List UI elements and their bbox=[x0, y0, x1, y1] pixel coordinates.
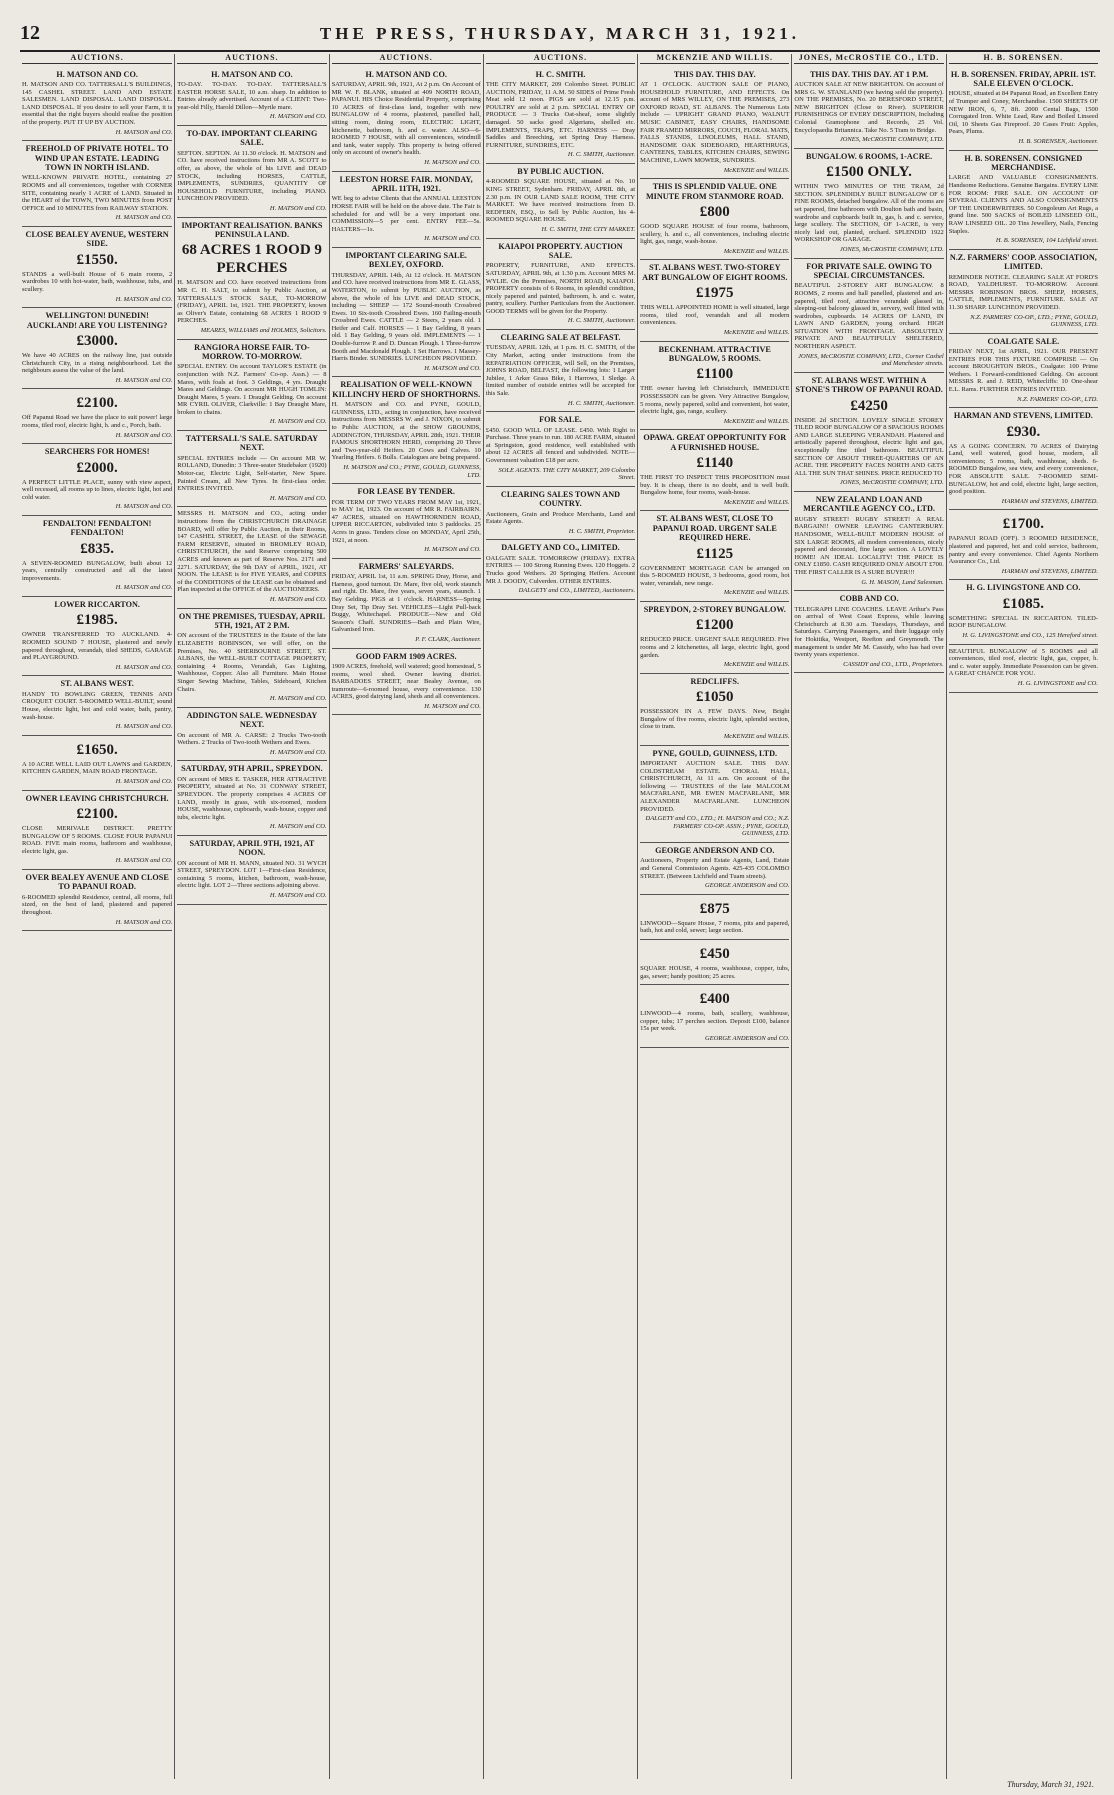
ad-price: £1550. bbox=[76, 251, 118, 268]
ad-signature: H. MATSON and CO. bbox=[115, 214, 173, 222]
ad-signature: H. MATSON and CO. bbox=[424, 235, 481, 243]
ad-heading: GOOD FARM 1909 ACRES. bbox=[355, 651, 457, 661]
ad-body: FRIDAY NEXT, 1st APRIL, 1921. OUR PRESENT ENTRIES FOR THIS FIXTURE COMPRISE — On account BROUGHTON BROS., Coalgate: 100 Prime Wethers. 1 Forward-conditioned Gelding. On account MESSRS R. and J. REID, Whitecliffs: 10 One-shear E.L. Rams. FURTHER ENTRIES INVITED. bbox=[948, 348, 1098, 394]
advertisement bbox=[640, 179, 789, 260]
ad-body: FRIDAY, APRIL 1st, 11 a.m. SPRING Dray, Horse, and Harness, good turnout. Dr. Mare, five old, work staunch and right. Dr. Mare, five years, seven years, staunch. 1 Bay Gelding. PIGS at 1 o'clock. HARNESS—Spring Dray Set, Tip Dray Set. VEHICLES—Light Pull-back Buggy, Whitechapel. PRODUCE—New and Old Season's Chaff. SUNDRIES—Bath and Plain Wire, Galvanised Iron. bbox=[331, 573, 481, 634]
ad-signature: H. MATSON and CO. bbox=[269, 695, 327, 703]
column-1 bbox=[20, 54, 174, 1779]
ad-body: On account of MR A. CARSE: 2 Trucks Two-tooth Wethers. 2 Trucks of Two-tooth Wethers and Ewes. bbox=[177, 731, 327, 747]
column-heading: JONES, McCROSTIE CO., LTD. bbox=[794, 54, 943, 64]
ad-body: REDUCED PRICE. URGENT SALE REQUIRED. Five rooms and 2 kitchenettes, all large, electric light, good garden. bbox=[640, 636, 790, 659]
ad-signature: H. MATSON and CO. bbox=[115, 723, 173, 731]
ad-heading: ST. ALBANS WEST. bbox=[60, 679, 134, 689]
ad-heading: THIS IS SPLENDID VALUE. ONE MINUTE FROM STANMORE ROAD. bbox=[645, 182, 784, 201]
masthead bbox=[20, 20, 1100, 52]
ad-body: SPECIAL ENTRY. On account TAYLOR'S ESTATE (in conjunction with N.Z. Farmers' Co-op. Assn.) — 8 Mares, with foals at foot. 3 Geldings, 4 yrs. Draught Mares and Geldings. On account MR HUGH TOMLIN: Draught Mares, 5 years. 1 Draught Gelding. On account MR CYRIL OLIVER, Clarkville: 1 Bay Draught Mare, broken to chains. bbox=[177, 363, 327, 416]
ad-signature: JONES, McCROSTIE COMPANY, LTD., Corner Cashel and Manchester streets. bbox=[798, 352, 944, 368]
advertisement bbox=[332, 377, 481, 484]
ad-heading: BECKENHAM. ATTRACTIVE BUNGALOW, 5 ROOMS. bbox=[658, 344, 771, 363]
ad-signature: H. MATSON and CO. bbox=[269, 748, 327, 756]
advertisement bbox=[794, 67, 943, 149]
ad-body: RUGBY STREET! RUGBY STREET! A REAL BARGAIN!! OWNER LEAVING CANTERBURY. HANDSOME, WELL-BUILT MODERN HOUSE of SIX LARGE ROOMS, all modern conveniences, nicely papered and decorated, fine large section. A LOVELY HOME! AN IDEAL LOCALITY! THE PRICE IS ONLY £1850. CASH REQUIRED ONLY ABOUT £700. THE FIRST CALLER IS A SURE BUYER!!! bbox=[794, 515, 944, 576]
ad-body: H. MATSON and CO. and PYNE, GOULD, GUINNESS, LTD., acting in conjunction, have received instructions from MESSRS W. and J. NIXON, to submit to Public AUCTION, at the SHOW GROUNDS, ADDINGTON, THURSDAY, APRIL 28th, 1921. THEIR FAMOUS SHORTHORN HERD, comprising 20 Three and Two-year-old Heifers. 20 Cows and Calves. 10 Yearling Heifers. 6 Bulls. Catalogues are being prepared. bbox=[331, 401, 481, 462]
advertisement bbox=[22, 870, 172, 931]
ad-body: MESSRS H. MATSON and CO., acting under instructions from the CHRISTCHURCH DRAINAGE BOARD, will offer by Public Auction, in their Rooms, 147 CASHEL STREET, the LEASE of the SEWAGE FARM RESERVE, situated in BROMLEY ROAD, CHRISTCHURCH, the said Reserve comprising 500 ACRES and known as part of Reserve Nos. 2171 and 2271. SATURDAY, the 9th DAY of APRIL, 1921, AT NOON. The LEASE is for FIVE YEARS, and COPIES of the CONDITIONS of the LEASE can be obtained and Plan inspected at the OFFICE of the AUCTIONEERS. bbox=[177, 510, 327, 594]
advertisement bbox=[486, 412, 635, 487]
ad-signature: H. MATSON and CO. bbox=[115, 295, 173, 303]
ad-body: SATURDAY, APRIL 9th, 1921, At 2 p.m. On Account of MR W. F. BLANK, situated at 409 NORTH ROAD, PAPANUI. HIS Choice Residential Property, comprising 10 ACRES of first-class land, together with new BUNGALOW of 4 rooms, plastered, panelled hall, sitting room, dining room, ELECTRIC LIGHT, kitchenette, bathroom, h. and c. water. ALSO—6-ROOMED 7 HOUSE, with all conveniences, windmill and tank, water supply. This property is being offered only on account of owner's health. bbox=[331, 81, 481, 157]
advertisement bbox=[640, 843, 789, 895]
ad-signature: H. MATSON and CO. bbox=[115, 778, 173, 785]
ad-price: £4250 bbox=[850, 397, 888, 414]
ad-body: ON account of MR H. MANN, situated NO. 31 WYCH STREET, SPREYDON. LOT 1—First-class Residence, containing 5 rooms, kitchen, bathroom, wash-house, electric light. LOT 2—Three sections adjoining above. bbox=[177, 859, 327, 890]
advertisement bbox=[177, 708, 326, 762]
column-heading: AUCTIONS. bbox=[22, 54, 172, 64]
ad-price: £1050 bbox=[696, 689, 734, 706]
advertisement bbox=[640, 746, 789, 843]
advertisement bbox=[794, 591, 943, 673]
advertisement bbox=[949, 580, 1098, 644]
ad-signature: GEORGE ANDERSON and CO. bbox=[705, 1034, 790, 1042]
ad-heading: CLEARING SALES TOWN AND COUNTRY. bbox=[500, 489, 621, 509]
ad-price: £3000. bbox=[76, 332, 118, 349]
ad-heading: PYNE, GOULD, GUINNESS, LTD. bbox=[652, 748, 778, 758]
ad-signature: H. MATSON and CO. bbox=[115, 431, 173, 439]
advertisement bbox=[640, 260, 789, 341]
ad-signature: McKENZIE and WILLIS. bbox=[723, 166, 790, 174]
ad-heading: H. C. SMITH. bbox=[535, 69, 586, 79]
ad-signature: JONES, McCROSTIE COMPANY, LTD. bbox=[839, 479, 944, 487]
ad-signature: CASSIDY and CO., LTD., Proprietors. bbox=[843, 660, 944, 668]
ad-body: Auctioneers, Grain and Produce Merchants, Land and Estate Agents. bbox=[485, 510, 636, 526]
ad-price: £400 bbox=[699, 991, 730, 1008]
ad-heading: COBB AND CO. bbox=[839, 594, 899, 604]
ad-price: 68 ACRES 1 ROOD 9 PERCHES bbox=[181, 242, 322, 277]
ad-body: WITHIN TWO MINUTES OF THE TRAM, 2d SECTION. SPLENDIDLY BUILT BUNGALOW OF 6 FINE ROOMS, detached bungalow. All of the rooms are set papered, fine bathroom with Doulton bath and basin, wardrobe and cupboards built in, gas, h. and c. service, large scullery. The SECTION, OF 1-ACRE, is very nicely laid out, planted, orchard. SPLENDID 1922 WORKSHOP OR GARAGE. bbox=[794, 183, 944, 244]
ad-heading: TATTERSALL'S SALE. SATURDAY NEXT. bbox=[185, 434, 319, 453]
advertisement bbox=[949, 67, 1098, 151]
ad-signature: H. MATSON and CO. bbox=[115, 376, 173, 384]
ad-body: BEAUTIFUL BUNGALOW of 5 ROOMS and all conveniences, tiled roof, electric light, gas, copper, h. and c. water supply. Immediate Possession can be given. A GREAT CHANCE FOR YOU. bbox=[948, 647, 1098, 678]
ad-heading: COALGATE SALE. bbox=[987, 336, 1060, 346]
ad-body: GOVERNMENT MORTGAGE CAN be arranged on this 5-ROOMED HOUSE, 3 bedrooms, good room, hot water, verandah, new range. bbox=[640, 564, 790, 587]
ad-heading: WELLINGTON! DUNEDIN! AUCKLAND! ARE YOU LISTENING? bbox=[26, 311, 168, 330]
advertisement bbox=[332, 559, 481, 649]
ad-body: We have 40 ACRES on the railway line, just outside Christchurch City, in a rising neighbourhood. Let the neighbours assess the value of the land. bbox=[22, 351, 173, 375]
advertisement bbox=[332, 172, 481, 248]
ad-signature: DALGETY and CO., LIMITED, Auctioneers. bbox=[518, 587, 636, 595]
column-6 bbox=[791, 54, 945, 1779]
advertisement bbox=[332, 67, 481, 172]
ad-body: THE owner having left Christchurch, IMMEDIATE POSSESSION can be given. Very Attractive Bungalow, 5 rooms, newly papered, solid and convenient, hot water, electric light, gas, range, scullery. bbox=[640, 385, 790, 416]
ad-price: £1975 bbox=[696, 285, 734, 302]
ad-signature: H. C. SMITH, Auctioneer. bbox=[567, 399, 636, 407]
ad-body: THE FIRST TO INSPECT THIS PROPOSITION must buy. It is cheap, there is no doubt, and is well built. Bungalow home, four rooms, wash-house. bbox=[640, 474, 790, 497]
ad-body: AUCTION SALE AT NEW BRIGHTON. On account of MRS G. W. STANLAND (we having sold the property). ON THE PREMISES, No. 20 BERESFORD STREET, NEW BRIGHTON (Close to River). SUPERIOR FURNISHINGS OF EVERY DESCRIPTION, Including Colonial Gramophone and Records, 25 Vol. Encyclopaedia Britannica. Take No. 5 Tram to Bridge. bbox=[794, 81, 944, 134]
ad-body: TUESDAY, APRIL 12th, at 1 p.m. H. C. SMITH, of the City Market, acting under instructions from the REPATRIATION OFFICER, will Sell, on the Premises, JOHNS ROAD, BELFAST, the following lots: 1 Larger Jubilee, 1 Arker Grass Bike, 1 Harrows, 1 Sledge. A limited number of outside entries will be accepted for this Sale. bbox=[485, 344, 636, 398]
advertisement bbox=[177, 836, 326, 905]
ad-heading: NEW ZEALAND LOAN AND MERCANTILE AGENCY CO., LTD. bbox=[803, 495, 935, 514]
ad-body: 6-ROOMED splendid Residence, central, all rooms, full sized, on the best of land, plastered and papered throughout. bbox=[22, 893, 173, 916]
advertisement bbox=[949, 645, 1098, 693]
column-heading: AUCTIONS. bbox=[177, 54, 326, 64]
ad-price: £1125 bbox=[696, 545, 734, 562]
ad-heading: ST. ALBANS WEST, CLOSE TO PAPANUI ROAD. URGENT SALE REQUIRED HERE. bbox=[652, 514, 777, 543]
column-4 bbox=[483, 54, 637, 1779]
ad-body: Off Papanui Road we have the place to suit power! large rooms, tiled roof, electric light, h. and c., Porch, bath. bbox=[22, 414, 173, 429]
column-3 bbox=[329, 54, 483, 1779]
ad-body: GOOD SQUARE HOUSE of four rooms, bathroom, scullery, h. and c., all conveniences, including electric light, gas, range, wash-house. bbox=[640, 222, 790, 246]
ad-signature: H. B. SORENSEN, 104 Lichfield street. bbox=[995, 237, 1098, 245]
advertisement bbox=[486, 164, 635, 239]
ad-heading: OWNER LEAVING CHRISTCHURCH. bbox=[25, 793, 169, 803]
ad-heading: H. G. LIVINGSTONE AND CO. bbox=[966, 583, 1081, 593]
ad-heading: CLEARING SALE AT BELFAST. bbox=[500, 333, 621, 343]
ad-signature: H. G. LIVINGSTONE and CO., 125 Hereford street. bbox=[962, 631, 1098, 639]
advertisement bbox=[332, 248, 481, 378]
ad-price: £2100. bbox=[76, 806, 118, 822]
ad-signature: H. C. SMITH, THE CITY MARKET. bbox=[541, 225, 636, 233]
ad-signature: McKENZIE and WILLIS. bbox=[723, 661, 790, 669]
ad-signature: P. F. CLARK, Auctioneer. bbox=[415, 635, 481, 643]
ad-heading: FENDALTON! FENDALTON! FENDALTON! bbox=[42, 518, 152, 538]
advertisement bbox=[22, 444, 172, 516]
ad-heading: DALGETY AND CO., LIMITED. bbox=[501, 543, 620, 553]
advertisement bbox=[177, 761, 326, 836]
ad-body: SPECIAL ENTRIES include — On account MR W. ROLLAND, Dunedin: 3 Three-seater Studebaker (1920) Motor-car, Electric Light, Self-starter, New Spare. Painted Cream, all New Tyres. In first-class order. ENTRIES INVITED. bbox=[177, 454, 327, 493]
ad-body: Auctioneers, Property and Estate Agents, Land, Estate and General Commission Agents. 425-435 COLOMBO STREET. (Between Lichfield and Tuam streets). bbox=[640, 857, 790, 880]
columns-container bbox=[20, 54, 1100, 1779]
advertisement bbox=[177, 609, 326, 708]
ad-signature: H. MATSON and CO. bbox=[269, 823, 327, 831]
advertisement bbox=[794, 492, 943, 591]
ad-signature: McKENZIE and WILLIS. bbox=[723, 417, 790, 425]
advertisement bbox=[22, 736, 172, 791]
ad-heading: BY PUBLIC AUCTION. bbox=[517, 166, 604, 176]
ad-body: 1909 ACRES, freehold, well watered; good homestead, 5 rooms, wool shed. Owner leaving district. BARBADOES STREET, near Bealey Avenue, on tramroute—6-roomed house, every convenience. 130 ACRES, good dairying land, sheds and all conveniences. bbox=[331, 662, 481, 701]
ad-heading: H. MATSON AND CO. bbox=[211, 69, 293, 79]
ad-heading: KAIAPOI PROPERTY. AUCTION SALE. bbox=[498, 241, 623, 260]
ad-heading: OPAWA. GREAT OPPORTUNITY FOR A FURNISHED HOUSE. bbox=[643, 433, 787, 452]
ad-heading: REDCLIFFS. bbox=[690, 676, 739, 686]
advertisement bbox=[640, 985, 789, 1047]
ad-price: £1700. bbox=[1002, 516, 1044, 533]
ad-price: £800 bbox=[699, 203, 730, 220]
advertisement bbox=[22, 141, 172, 227]
ad-body: £450. GOOD WILL OF LEASE. £450. With Right to Purchase. Three years to run. 180 ACRE FARM, situated at Springston, good residence, well established with about 12 ACRES all fenced and subdivided. NOTE—Government valuation £18 per acre. bbox=[485, 426, 636, 464]
ad-body: BEAUTIFUL 2-STOREY ART BUNGALOW. 8 ROOMS, 2 rooms and hall panelled, plastered and art-papered, tiled roof, attractive verandah glassed in, sleeping-out balcony glassed in, servery, well fitted with wardrobes, cupboards. 14 ACRES OF LAND, IN LAWN AND GARDEN, young orchard. HIGH SITUATION WITH FRONTAGE. ABSOLUTELY PRIVATE AND BEAUTIFULLY SHELTERED, NORTHERN ASPECT. bbox=[794, 282, 944, 351]
footer-date: Thursday, March 31, 1921. bbox=[1007, 1780, 1094, 1789]
ad-heading: IMPORTANT CLEARING SALE. BEXLEY, OXFORD. bbox=[345, 250, 467, 270]
ad-signature: McKENZIE and WILLIS. bbox=[723, 498, 790, 506]
ad-heading: SPREYDON, 2-STOREY BUNGALOW. bbox=[643, 605, 786, 615]
advertisement bbox=[22, 516, 172, 597]
ad-body: FOR TERM OF TWO YEARS FROM MAY 1st, 1921, to MAY 1st, 1923. On account of MR R. FAIRBAIRN. 47 ACRES, situated on HAWTHORNDEN ROAD, UPPER RICCARTON, subdivided into 3 paddocks. 25 Acres in grass. Tenders close on MONDAY, April 25th, 1921, at noon. bbox=[331, 498, 481, 544]
advertisement bbox=[640, 430, 789, 511]
column-7 bbox=[946, 54, 1100, 1779]
advertisement bbox=[22, 67, 172, 142]
ad-body: SQUARE HOUSE, 4 rooms, washhouse, copper, tubs, gas, sewer; handy position; 25 acres. bbox=[640, 964, 790, 980]
ad-signature: H. MATSON and CO. bbox=[424, 546, 481, 554]
ad-signature: H. MATSON and CO. bbox=[424, 702, 481, 710]
ad-price: £450 bbox=[699, 945, 730, 962]
advertisement bbox=[177, 340, 326, 432]
ad-body: STANDS a well-built House of 6 main rooms, 2 wardrobes 10 with hot-water, bath, washhouse, tubs, and scullery. bbox=[22, 270, 173, 293]
ad-signature: GEORGE ANDERSON and CO. bbox=[705, 882, 790, 890]
ad-body: CLOSE MERIVALE DISTRICT. PRETTY BUNGALOW OF 5 ROOMS. CLOSE FOUR PAPANUI ROAD. FIVE main rooms, bathroom and washhouse, electric light, gas. bbox=[22, 825, 173, 855]
ad-signature: McKENZIE and WILLIS. bbox=[723, 247, 790, 255]
ad-signature: H. MATSON and CO. bbox=[424, 158, 481, 166]
advertisement bbox=[332, 649, 481, 716]
ad-heading: LOWER RICCARTON. bbox=[54, 600, 140, 610]
advertisement bbox=[949, 408, 1098, 510]
advertisement bbox=[486, 487, 635, 541]
ad-price: £1985. bbox=[76, 612, 118, 629]
ad-signature: JONES, McCROSTIE COMPANY, LTD. bbox=[839, 136, 944, 144]
ad-signature: H. MATSON and CO. bbox=[115, 128, 173, 136]
ad-heading: GEORGE ANDERSON AND CO. bbox=[655, 845, 775, 855]
column-heading: AUCTIONS. bbox=[486, 54, 635, 64]
ad-price: £2100. bbox=[76, 395, 118, 412]
ad-body: H. MATSON AND CO. TATTERSALL'S BUILDINGS, 145 CASHEL STREET. LAND AND ESTATE SALESMEN. LAND DISPOSAL. LAND DISPOSAL. LAND DISPOSAL. If you desire to sell your Farm, it is essential that the right buyers should realise the position of the property. PUT IT UP BY AUCTION. bbox=[22, 81, 173, 126]
ad-body: TELEGRAPH LINE COACHES. LEAVE Arthur's Pass on arrival of West Coast Express, while leaving Christchurch at 8.30 a.m. Tuesdays, Thursdays, and Saturdays. Carrying Passengers, and their luggage only for Hokitika, Westport, Reefton and Greymouth. The management is under Mr M. Cassidy, who has had over twenty years experience. bbox=[794, 605, 944, 659]
ad-signature: H. C. SMITH, Proprietor. bbox=[568, 527, 636, 535]
ad-signature: MEARES, WILLIAMS and HOLMES, Solicitors. bbox=[200, 326, 327, 334]
advertisement bbox=[486, 239, 635, 331]
ad-heading: LEESTON HORSE FAIR. MONDAY, APRIL 11TH, 1921. bbox=[339, 174, 473, 193]
advertisement bbox=[177, 218, 326, 340]
ad-price: £930. bbox=[1006, 423, 1041, 440]
column-heading: AUCTIONS. bbox=[332, 54, 481, 64]
ad-signature: H. MATSON and CO. bbox=[115, 918, 173, 926]
ad-body: AT 1 O'CLOCK. AUCTION SALE OF PIANO, HOUSEHOLD FURNITURE, AND EFFECTS. On account of MRS WILLEY, ON THE PREMISES, 273 OXFORD ROAD, ST. ALBANS. The Numerous Lots include — UPRIGHT GRAND PIANO, WALNUT MUSIC CABINET, EASY CHAIRS, HANDSOME FAIR FRAMED MIRRORS, COUCH, FLORAL MATS, FALLS STANDS, LINOLEUMS, HALL STAND, HANDSOME OAK SIDEBOARD, HEARTHRUGS, CANTEENS, TABLES, KITCHEN CHAIRS, SEWING MACHINE, LAWN MOWER, SUNDRIES. bbox=[640, 81, 790, 164]
column-heading: MCKENZIE AND WILLIS. bbox=[640, 54, 789, 64]
advertisement bbox=[22, 308, 172, 389]
advertisement bbox=[949, 250, 1098, 334]
ad-heading: H. B. SORENSEN. CONSIGNED MERCHANDISE. bbox=[964, 153, 1083, 172]
ad-body: AS A GOING CONCERN. 70 ACRES of Dairying Land, well watered, good house, modern, all conveniences; 5 rooms, bath, washhouse, sheds. 6-ROOMED Bungalow, sea view, and every convenience, FOR ABSOLUTE SALE. 7-ROOMED SEMI-BUNGALOW, hot and cold, electric light, large section, good position. bbox=[948, 442, 1098, 496]
ad-heading: FOR PRIVATE SALE. OWING TO SPECIAL CIRCUMSTANCES. bbox=[806, 261, 932, 280]
advertisement bbox=[949, 334, 1098, 409]
ad-body: A 10 ACRE WELL LAID OUT LAWNS and GARDEN, KITCHEN GARDEN, MAIN ROAD FRONTAGE. bbox=[22, 760, 173, 776]
ad-body: SEFTON. SEFTON. At 11.30 o'clock. H. MATSON and CO. have received instructions from MR A. SCOTT to offer, as above, the whole of his LIVE and DEAD STOCK, including HORSES, CATTLE, IMPLEMENTS, SUNDRIES, QUANTITY OF HOUSEHOLD FURNITURE, including PIANO. LUNCHEON PROVIDED. bbox=[177, 149, 327, 203]
ad-heading: SATURDAY, APRIL 9TH, 1921, AT NOON. bbox=[189, 838, 315, 858]
ad-body: LARGE AND VALUABLE CONSIGNMENTS. Handsome Reductions. Genuine Bargains. EVERY LINE FOR ROOM: FIRE SALE. ON ACCOUNT OF SEVERAL CLIENTS AND ALSO CONSIGNMENTS OF THE UNDERWRITERS. 50 Congoleum Art Rugs, a grand line. 500 SACKS of BOILED LINSEED OIL, RAW LINSEED OIL. 20 Tins Jewellery, Nails, Fencing Staples. bbox=[948, 174, 1098, 235]
ad-price: £1085. bbox=[1002, 595, 1044, 612]
column-heading: H. B. SORENSEN. bbox=[949, 54, 1098, 64]
ad-signature: SOLE AGENTS. THE CITY MARKET, 209 Colombo Street. bbox=[498, 466, 636, 482]
ad-body: IMPORTANT AUCTION SALE. THIS DAY. COLDSTREAM ESTATE. CHORAL HALL, CHRISTCHURCH, At 11 a.m. On account of the following — TRUSTEES of the late MALCOLM MACFARLANE, MR EWEN MACFARLANE, MR ALEXANDER MACFARLANE. LUNCHEON PROVIDED. bbox=[640, 760, 790, 813]
newspaper-title: THE PRESS, THURSDAY, MARCH 31, 1921. bbox=[319, 24, 801, 43]
ad-body: TO-DAY. TO-DAY. TO-DAY. TATTERSALL'S EASTER HORSE SALE, 10 a.m. sharp. In addition to Entries already advertised. Account of a CLIENT: Two-year-old Filly, Harold Dillon—Myrtle mare. bbox=[177, 81, 327, 111]
ad-heading: THIS DAY. THIS DAY. AT 1 P.M. bbox=[809, 69, 929, 79]
ad-signature: H. MATSON and CO. bbox=[269, 113, 327, 121]
ad-body: LINWOOD—Square House, 7 rooms, pits and papered, bath, hot and cold, sewer; large section. bbox=[640, 919, 790, 935]
ad-heading: FREEHOLD OF PRIVATE HOTEL. TO WIND UP AN ESTATE. LEADING TOWN IN NORTH ISLAND. bbox=[25, 144, 169, 172]
ad-price: £1500 ONLY. bbox=[826, 164, 912, 181]
ad-body: WELL-KNOWN PRIVATE HOTEL, containing 27 ROOMS and all conveniences, together with CORNER SITE, containing nearly 1 ACRE of LAND. Situated in the HEART of the TOWN, TWO MINUTES from POST OFFICE and 10 MINUTES from RAILWAY STATION. bbox=[22, 174, 173, 212]
ad-heading: ON THE PREMISES, TUESDAY, APRIL 5TH, 1921, AT 2 P.M. bbox=[178, 611, 325, 630]
ad-body: ON account of the TRUSTEES in the Estate of the late ELIZABETH ROBINSON, we will offer, on the Premises, No. 40 SHERBOURNE STREET, ST. ALBANS, the WELL-BUILT COTTAGE PROPERTY, containing 4 Rooms, Verandah, Gas Lighting, Washhouse, Copper. Also all Furniture. Main House Singer Sewing Machine, Tables, Sideboard, Kitchen Chairs. bbox=[177, 632, 327, 693]
ad-heading: RANGIORA HORSE FAIR. TO-MORROW. TO-MORROW. bbox=[194, 342, 310, 361]
ad-body: SOMETHING SPECIAL IN RICCARTON. TILED-ROOF BUNGALOW. bbox=[948, 614, 1098, 630]
ad-price: £1140 bbox=[696, 455, 734, 472]
ad-signature: DALGETY and CO., LTD.; H. MATSON and CO.; N.Z. FARMERS' CO-OP. ASSN.; PYNE, GOULD, GUINNESS, LTD. bbox=[645, 815, 790, 838]
advertisement bbox=[486, 67, 635, 164]
ad-heading: FOR LEASE BY TENDER. bbox=[357, 487, 455, 497]
ad-signature: H. MATSON and CO. bbox=[269, 204, 327, 212]
advertisement bbox=[486, 330, 635, 412]
ad-body: THIS WELL APPOINTED HOME is well situated, large rooms, tiled roof, verandah and all modern conveniences. bbox=[640, 304, 790, 327]
ad-body: HOUSE, situated at 84 Papanui Road, an Excellent Entry of Trumper and Coney, Merchandise. 1500 SHEETS OF NEW IRON, 6, 7, 8ft. 2000 Cental Bags, 1500 Corrugated Iron. White Lead, Raw and Boiled Linseed Oil, 10 Sheets Gas Fireproof. 20 Cases Fruit: Apples, Pears, Plums. bbox=[948, 90, 1098, 136]
advertisement bbox=[22, 389, 172, 444]
ad-body: POSSESSION IN A FEW DAYS. New, Bright Bungalow of five rooms, electric light, splendid section, close to tram. bbox=[640, 708, 790, 731]
ad-body: ON account of MRS E. TASKER, HER ATTRACTIVE PROPERTY, situated at No. 31 CONWAY STREET, SPREYDON. The property comprises 4 ACRES OF LAND, mostly in grass, with six-roomed, modern HOUSE, washhouse, cupboards, wash-house, copper and tubs, electric light. bbox=[177, 775, 327, 821]
ad-heading: SATURDAY, 9TH APRIL, SPREYDON. bbox=[181, 764, 323, 774]
ad-heading: REALISATION OF WELL-KNOWN KILLINCHY HERD OF SHORTHORNS. bbox=[332, 380, 481, 399]
ad-heading: FARMERS' SALEYARDS. bbox=[358, 561, 454, 571]
ad-body: PROPERTY, FURNITURE, AND EFFECTS. SATURDAY, APRIL 9th, at 1.30 p.m. Account MRS M. WYLIE. On the Premises, NORTH ROAD, KAIAPOI. PROPERTY consists of 6 Rooms, in splendid condition, nicely papered and painted, bathroom, h. and c. water, pantry, scullery. Further Particulars from the Auctioneer. GOOD TERMS will be given for the Property. bbox=[485, 262, 636, 315]
ad-signature: McKENZIE and WILLIS. bbox=[723, 589, 790, 597]
ad-heading: ST. ALBANS WEST. TWO-STOREY ART BUNGALOW OF EIGHT ROOMS. bbox=[642, 263, 788, 282]
ad-signature: McKENZIE and WILLIS. bbox=[723, 733, 790, 741]
advertisement bbox=[177, 507, 326, 608]
advertisement bbox=[22, 676, 172, 735]
advertisement bbox=[177, 126, 326, 218]
advertisement bbox=[794, 149, 943, 259]
ad-signature: H. MATSON and CO. bbox=[269, 418, 327, 426]
ad-signature: G. H. MASON, Land Salesman. bbox=[861, 578, 944, 586]
ad-signature: HARMAN and STEVENS, LIMITED. bbox=[1001, 497, 1098, 505]
ad-heading: FOR SALE. bbox=[539, 415, 582, 425]
ad-heading: SEARCHERS FOR HOMES! bbox=[44, 447, 150, 457]
advertisement bbox=[640, 895, 789, 940]
advertisement bbox=[640, 342, 789, 431]
advertisement bbox=[640, 674, 789, 746]
advertisement bbox=[486, 540, 635, 599]
ad-body: PAPANUI ROAD (OFF). 3 ROOMED RESIDENCE, plastered and papered, hot and cold service, bathroom, pantry and every convenience. Chief Agents Northern Assurance Co., Ltd. bbox=[948, 535, 1098, 566]
ad-signature: N.Z. FARMERS' CO-OP., LTD. bbox=[1017, 395, 1098, 403]
ad-signature: H. MATSON and CO. bbox=[115, 503, 173, 511]
advertisement bbox=[177, 431, 326, 507]
ad-signature: H. G. LIVINGSTONE and CO. bbox=[1017, 679, 1098, 687]
ad-price: £1200 bbox=[696, 617, 734, 634]
ad-body: HANDY TO BOWLING GREEN, TENNIS AND CROQUET COURT. 5-ROOMED WELL-BUILT, sound House, electric light, hot and cold water, bath, pantry, wash-house. bbox=[22, 690, 173, 721]
ad-body: REMINDER NOTICE. CLEARING SALE AT FORD'S ROAD, YALDHURST. TO-MORROW. Account MESSRS ROBINSON BROS. SHEEP, HORSES, CATTLE, IMPLEMENTS, FURNITURE. SALE AT 11.30 SHARP. LUNCHEON PROVIDED. bbox=[948, 273, 1098, 311]
advertisement bbox=[949, 151, 1098, 250]
ad-body: INSIDE 2d SECTION. LOVELY SINGLE STOREY TILED ROOF BUNGALOW OF 8 SPACIOUS ROOMS AND LARGE SLEEPING VERANDAH. Plastered and artistically papered throughout, electric light and gas, exceptionally fine tiled bathroom. BEAUTIFUL SECTION OF ABOUT THREE-QUARTERS OF AN ACRE. THE PROPERTY FACES NORTH AND GETS ALL THE SUN THAT SHINES. PRICE REDUCED TO bbox=[794, 416, 944, 477]
ad-heading: H. B. SORENSEN. FRIDAY, APRIL 1ST. SALE ELEVEN O'CLOCK. bbox=[950, 69, 1096, 88]
advertisement bbox=[640, 940, 789, 985]
ad-heading: H. MATSON AND CO. bbox=[365, 69, 447, 79]
page-number: 12 bbox=[20, 22, 40, 44]
ad-heading: HARMAN AND STEVENS, LIMITED. bbox=[953, 411, 1093, 421]
advertisement bbox=[22, 227, 172, 308]
ad-signature: H. C. SMITH, Auctioneer. bbox=[567, 317, 636, 325]
ad-signature: McKENZIE and WILLIS. bbox=[723, 328, 790, 336]
ad-signature: H. MATSON and CO. bbox=[269, 595, 327, 603]
ad-body: OWNER TRANSFERRED TO AUCKLAND. 4-ROOMED SOUND 7 HOUSE, plastered and newly papered throughout, verandah, tiled SHEDS, GARAGE and PLAYGROUND. bbox=[22, 631, 173, 662]
advertisement bbox=[332, 484, 481, 559]
ad-signature: JONES, McCROSTIE COMPANY, LTD. bbox=[839, 245, 944, 253]
ad-body: THE CITY MARKET, 209 Colombo Street. PUBLIC AUCTION, FRIDAY, 11 A.M. 50 SIDES of Prime Fresh Meat sold 12 noon. PIGS are sold at 12.15 p.m. POULTRY are sold at 2 p.m. SPECIAL ENTRY OF PRODUCE — 3 Trucks Oat-sheaf, some slightly damaged. 50 sacks good Algerians, shelled etc. IMPLEMENTS, TRAPS, ETC. HARNESS — Dray Saddles and Breeching, set Spring Dray Harness. FURNITURE, SUNDRIES, ETC. bbox=[485, 81, 636, 149]
advertisement bbox=[794, 259, 943, 373]
advertisement bbox=[949, 510, 1098, 580]
advertisement bbox=[177, 67, 326, 126]
ad-price: £835. bbox=[80, 540, 115, 557]
ad-heading: ADDINGTON SALE. WEDNESDAY NEXT. bbox=[186, 710, 318, 730]
ad-heading: N.Z. FARMERS' COOP. ASSOCIATION, LIMITED. bbox=[949, 252, 1097, 272]
ad-body: OALGATE SALE. TOMORROW (FRIDAY). EXTRA ENTRIES — 100 Strong Running Ewes. 120 Hoggets. 2 Trucks good Wethers. 20 Springing Heifers. Account MR J. DOODY, Culverden. OTHER ENTRIES. bbox=[485, 554, 636, 585]
ad-signature: H. MATSON and CO.; PYNE, GOULD, GUINNESS, LTD. bbox=[343, 464, 481, 479]
ad-signature: H. B. SORENSEN, Auctioneer. bbox=[1018, 137, 1098, 145]
ad-signature: HARMAN and STEVENS, LIMITED. bbox=[1001, 567, 1098, 575]
ad-signature: H. C. SMITH, Auctioneer. bbox=[567, 151, 636, 159]
ad-signature: N.Z. FARMERS' CO-OP., LTD.; PYNE, GOULD, GUINNESS, LTD. bbox=[970, 313, 1098, 329]
ad-heading: BUNGALOW. 6 ROOMS, 1-ACRE. bbox=[805, 151, 933, 161]
ad-signature: H. MATSON and CO. bbox=[269, 494, 327, 502]
ad-heading: OVER BEALEY AVENUE AND CLOSE TO PAPANUI ROAD. bbox=[25, 872, 169, 892]
ad-heading: THIS DAY. THIS DAY. bbox=[673, 69, 756, 79]
advertisement bbox=[640, 602, 789, 674]
ad-price: £875 bbox=[699, 900, 730, 917]
ad-body: THURSDAY, APRIL 14th, At 12 o'clock. H. MATSON and CO. have received instructions from MR E. GLASS, WATERTON, to submit by PUBLIC AUCTION, as above, the whole of his LIVE and DEAD STOCK, including — SHEEP — 172 Sound-mouth Crossbred Ewes. 10 Six-tooth Crossbred Ewes. 160 Failing-mouth Crossbred Ewes. CATTLE — 2 Steers, 2 years old. 1 Heifer and Calf. HORSES — 1 Bay Gelding, 8 years old. 1 Bay Gelding, 9 years old. IMPLEMENTS — 1 Double-furrow P. and D. Duncan Plough. 1 Three-furrow Booth and Macdonald Plough. 1 Set Harrows. 1 Massey-Harris Binder. SUNDRIES. LUNCHEON PROVIDED. bbox=[331, 271, 481, 363]
column-5 bbox=[637, 54, 791, 1779]
column-2 bbox=[174, 54, 328, 1779]
ad-heading: ST. ALBANS WEST. WITHIN A STONE'S THROW OF PAPANUI ROAD. bbox=[795, 375, 943, 395]
ad-body: LINWOOD—4 rooms, bath, scullery, washhouse, copper, tubs; 17 perches section. Deposit £100, balance 15s per week. bbox=[640, 1010, 790, 1033]
ad-body: 4-ROOMED SQUARE HOUSE, situated at No. 10 KING STREET, Sydenham. FRIDAY, APRIL 8th, at 2.30 p.m. IN OUR LAND SALE ROOM, THE CITY MARKET. We have received instructions from D. REDFERN, ESQ., to Sell by Public Auction, his 4-ROOMED SQUARE HOUSE. bbox=[485, 178, 636, 224]
advertisement bbox=[794, 373, 943, 492]
ad-heading: CLOSE BEALEY AVENUE, WESTERN SIDE. bbox=[25, 229, 169, 249]
advertisement bbox=[640, 511, 789, 602]
ad-price: £1650. bbox=[76, 741, 118, 758]
advertisement bbox=[22, 597, 172, 676]
ad-signature: H. MATSON and CO. bbox=[115, 663, 173, 671]
ad-signature: H. MATSON and CO. bbox=[115, 584, 173, 592]
ad-signature: H. MATSON and CO. bbox=[115, 857, 173, 865]
advertisement bbox=[22, 791, 172, 870]
ad-price: £2000. bbox=[76, 459, 118, 476]
ad-heading: H. MATSON AND CO. bbox=[56, 69, 138, 79]
ad-heading: IMPORTANT REALISATION. BANKS PENINSULA LAND. bbox=[181, 220, 323, 239]
ad-price: £1100 bbox=[696, 366, 734, 383]
ad-body: H. MATSON and CO. have received instructions from MR C. H. SALT, to submit by Public Auction, at TATTERSALL'S STOCK SALE, TO-MORROW (FRIDAY), APRIL 1st, 1921. THE PROPERTY, known as Oliver's Estate, containing 68 ACRES 1 ROOD 9 PERCHES. bbox=[177, 279, 327, 325]
ad-body: A SEVEN-ROOMED BUNGALOW, built about 12 years, centrally constructed and all the latest improvements. bbox=[22, 559, 173, 582]
ad-heading: TO-DAY. IMPORTANT CLEARING SALE. bbox=[186, 128, 318, 148]
ad-signature: H. MATSON and CO. bbox=[424, 364, 481, 372]
ad-body: A PERFECT LITTLE PLACE, sunny with view aspect, well recessed, all rooms up to lines, electric light, hot and cold water. bbox=[22, 478, 173, 501]
advertisement bbox=[640, 67, 789, 180]
ad-signature: H. MATSON and CO. bbox=[269, 892, 327, 900]
ad-body: WE beg to advise Clients that the ANNUAL LEESTON HORSE FAIR will be held on the above date. The Fair is scheduled for and will be a very important one. COMMISSION—5 per cent. ENTRY FEE—5s. HALTERS—1s. bbox=[331, 195, 481, 233]
